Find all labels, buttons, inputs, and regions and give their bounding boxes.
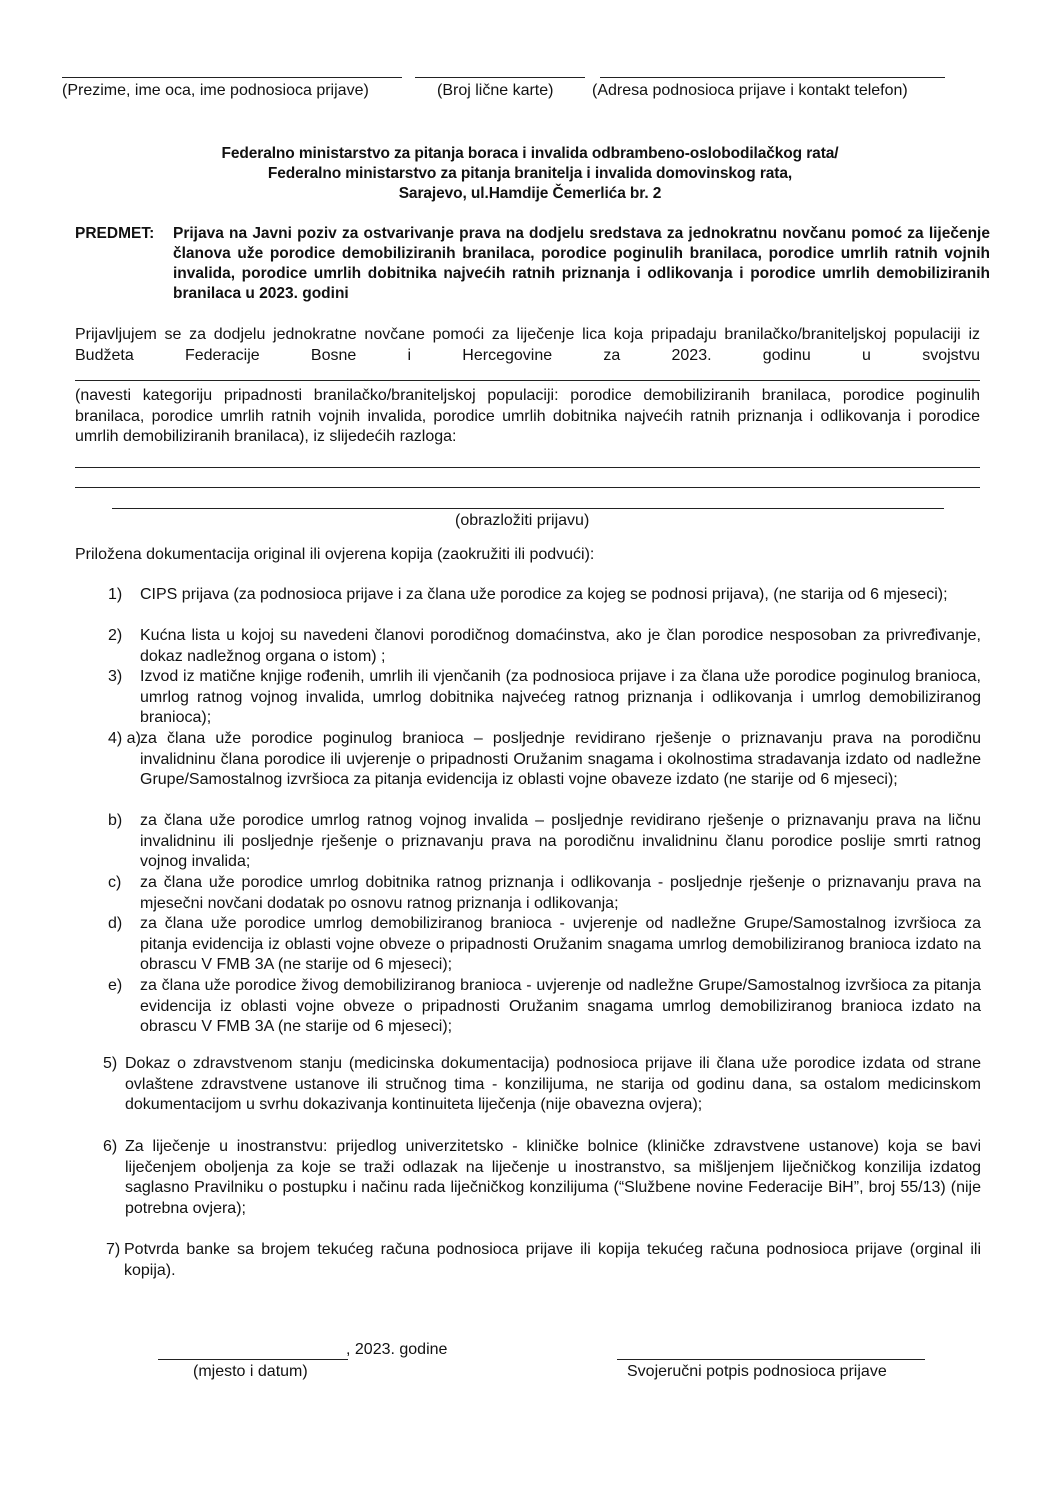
item-number: 7) [106, 1241, 121, 1258]
name-field-label: (Prezime, ime oca, ime podnosioca prijave) [62, 82, 369, 99]
id-card-field-label: (Broj lične karte) [437, 82, 554, 99]
item-text: Dokaz o zdravstvenom stanju (medicinska dokumentacija) podnosioca prijave ili člana uže porodice izdata od strane ovlaštene zdravstvene ustanove ili stručnog tima - konzilijuma, ne starija od godinu dana, sa ostalom medicinskom dokumentacijom u svrhu dokazivanja kontinuiteta liječenja (nije obavezna ovjera); [125, 1055, 981, 1113]
item-text: Za liječenje u inostranstvu: prijedlog univerzitetsko - kliničke bolnice (kliničke zdravstvene ustanove) koja se bavi liječenjem oboljenja za koje se traži odlazak na liječenje u inostranstvo, sa mišljenjem liječničkog konzilija izdatog saglasno Pravilniku o postupku i načinu rada liječničkog konzilijuma (“Službene novine Federacije BiH”, broj 55/13) (nije potrebna ovjera); [125, 1138, 981, 1217]
item-number: 2) [108, 627, 123, 644]
item-text: Potvrda banke sa brojem tekućeg računa podnosioca prijave ili kopija tekućeg računa podnosioca prijave (orginal ili kopija). [124, 1241, 981, 1279]
item-number: 6) [103, 1138, 118, 1155]
item-text: za člana uže porodice umrlog dobitnika ratnog priznanja i odlikovanja - posljednje rješenje o priznavanju prava na mjesečni novčani dodatak po osnovu ratnog priznanja i odlikovanja; [140, 874, 981, 912]
name-field-line[interactable] [62, 77, 402, 78]
subject-key: PREDMET: [75, 225, 155, 242]
item-number: e) [108, 977, 123, 994]
item-number: 5) [103, 1055, 118, 1072]
reason-field-line-3[interactable] [112, 508, 944, 509]
attachment-item-5[interactable] [103, 1054, 981, 1116]
item-number: 1) [108, 586, 123, 603]
address-field-label: (Adresa podnosioca prijave i kontakt telefon) [592, 82, 908, 99]
attachment-item-3[interactable] [108, 667, 981, 729]
signature-label: Svojeručni potpis podnosioca prijave [627, 1363, 887, 1380]
place-date-label: (mjesto i datum) [193, 1363, 308, 1380]
item-text: za člana uže porodice živog demobiliziranog branioca - uvjerenje od nadležne Grupe/Samostalnog izvršioca za pitanja evidencija iz oblasti vojne obveze o pripadnosti Oružanim snagama umrlog demobiliziranog branioca izdato na obrascu V FMB 3A (ne starije od 6 mjeseci); [140, 977, 981, 1035]
attachment-item-6[interactable] [103, 1137, 981, 1219]
item-number: 3) [108, 668, 123, 685]
item-text: za člana uže porodice umrlog ratnog vojnog invalida – posljednje revidirano rješenje o priznavanju prava na ličnu invalidninu ili posljednje rješenje o priznavanju prava na porodičnu invalidninu članu porodice poslije smrti ratnog vojnog invalida; [140, 812, 981, 870]
recipient-line-1: Federalno ministarstvo za pitanja boraca i invalida odbrambeno-oslobodilačkog rata/ [221, 145, 839, 162]
item-number: 4) a) [108, 730, 141, 747]
item-number: b) [108, 812, 123, 829]
year-suffix: , 2023. godine [346, 1341, 448, 1358]
item-text: Kućna lista u kojoj su navedeni članovi porodičnog domaćinstva, ako je član porodice nesposoban za privređivanje, dokaz nadležnog organa o istom) ; [140, 627, 981, 665]
address-field-line[interactable] [600, 77, 945, 78]
item-text: Izvod iz matične knjige rođenih, umrlih ili vjenčanih (za podnosioca prijave i za člana uže porodice poginulog branioca, umrlog ratnog vojnog invalida, umrlog dobitnika najvećeg ratnog priznanja i odlikovanja i umrlog demobiliziranog branioca); [140, 668, 981, 726]
item-text: CIPS prijava (za podnosioca prijave i za člana uže porodice za kojeg se podnosi prijava), (ne starija od 6 mjeseci); [140, 586, 948, 603]
place-date-field-line[interactable] [158, 1359, 348, 1360]
attachment-item-7[interactable] [106, 1240, 981, 1281]
attachment-item-4a[interactable] [108, 729, 981, 791]
reason-label: (obrazložiti prijavu) [455, 512, 590, 529]
subject-text: Prijava na Javni poziv za ostvarivanje prava na dodjelu sredstava za jednokratnu novčanu pomoć za liječenje članova uže porodice demobiliziranih branilaca, porodice poginulih branilaca, porodice umrlih ratnih vojnih invalida, porodice umrlih dobitnika najvećih ratnih priznanja i odlikovanja i porodice umrlih demobiliziranih branilaca u 2023. godini [173, 225, 990, 302]
attachment-item-4b[interactable] [108, 811, 981, 873]
recipient-line-3: Sarajevo, ul.Hamdije Čemerlića br. 2 [398, 185, 662, 202]
intro-paragraph: Prijavljujem se za dodjelu jednokratne novčane pomoći za liječenje lica koja pripadaju branilačko/braniteljskoj populaciji iz Budžeta Federacije Bosne i Hercegovine za 2023. godinu u svojstvu [75, 326, 980, 364]
attachment-item-1[interactable] [108, 585, 981, 606]
attachment-item-4d[interactable] [108, 914, 981, 976]
attachments-heading: Priložena dokumentacija original ili ovjerena kopija (zaokružiti ili podvući): [75, 546, 595, 563]
category-field-line[interactable] [75, 380, 980, 381]
reason-field-line-1[interactable] [75, 467, 980, 468]
item-number: d) [108, 915, 123, 932]
signature-field-line[interactable] [617, 1359, 925, 1360]
attachment-item-4e[interactable] [108, 976, 981, 1038]
item-text: za člana uže porodice umrlog demobiliziranog branioca - uvjerenje od nadležne Grupe/Samostalnog izvršioca za pitanja evidencija iz oblasti vojne obveze o pripadnosti Oružanim snagama umrlog demobiliziranog branioca izdato na obrascu V FMB 3A (ne starije od 6 mjeseci); [140, 915, 981, 973]
id-card-field-line[interactable] [415, 77, 585, 78]
recipient-line-2: Federalno ministarstvo za pitanja branitelja i invalida domovinskog rata, [267, 165, 793, 182]
item-number: c) [108, 874, 122, 891]
attachment-item-2[interactable] [108, 626, 981, 667]
item-text: za člana uže porodice poginulog branioca – posljednje revidirano rješenje o priznavanju prava na porodičnu invalidninu člana porodice ili uvjerenje o pripadnosti Oružanim snagama i okolnostima stradavanja izdato od nadležne Grupe/Samostalnog izvršioca za pitanja evidencija iz oblasti vojne obaveze izdato (ne starije od 6 mjeseci); [140, 730, 981, 788]
reason-field-line-2[interactable] [75, 487, 980, 488]
attachment-item-4c[interactable] [108, 873, 981, 914]
subject-block [75, 224, 990, 304]
category-hint: (navesti kategoriju pripadnosti branilačko/braniteljskoj populaciji: porodice demobiliziranih branilaca, porodice poginulih branilaca, porodice umrlih ratnih vojnih invalida, porodice umrlih dobitnika najvećih ratnih priznanja i odlikovanja i porodice umrlih demobiliziranih branilaca), iz slijedećih razloga: [75, 387, 980, 445]
